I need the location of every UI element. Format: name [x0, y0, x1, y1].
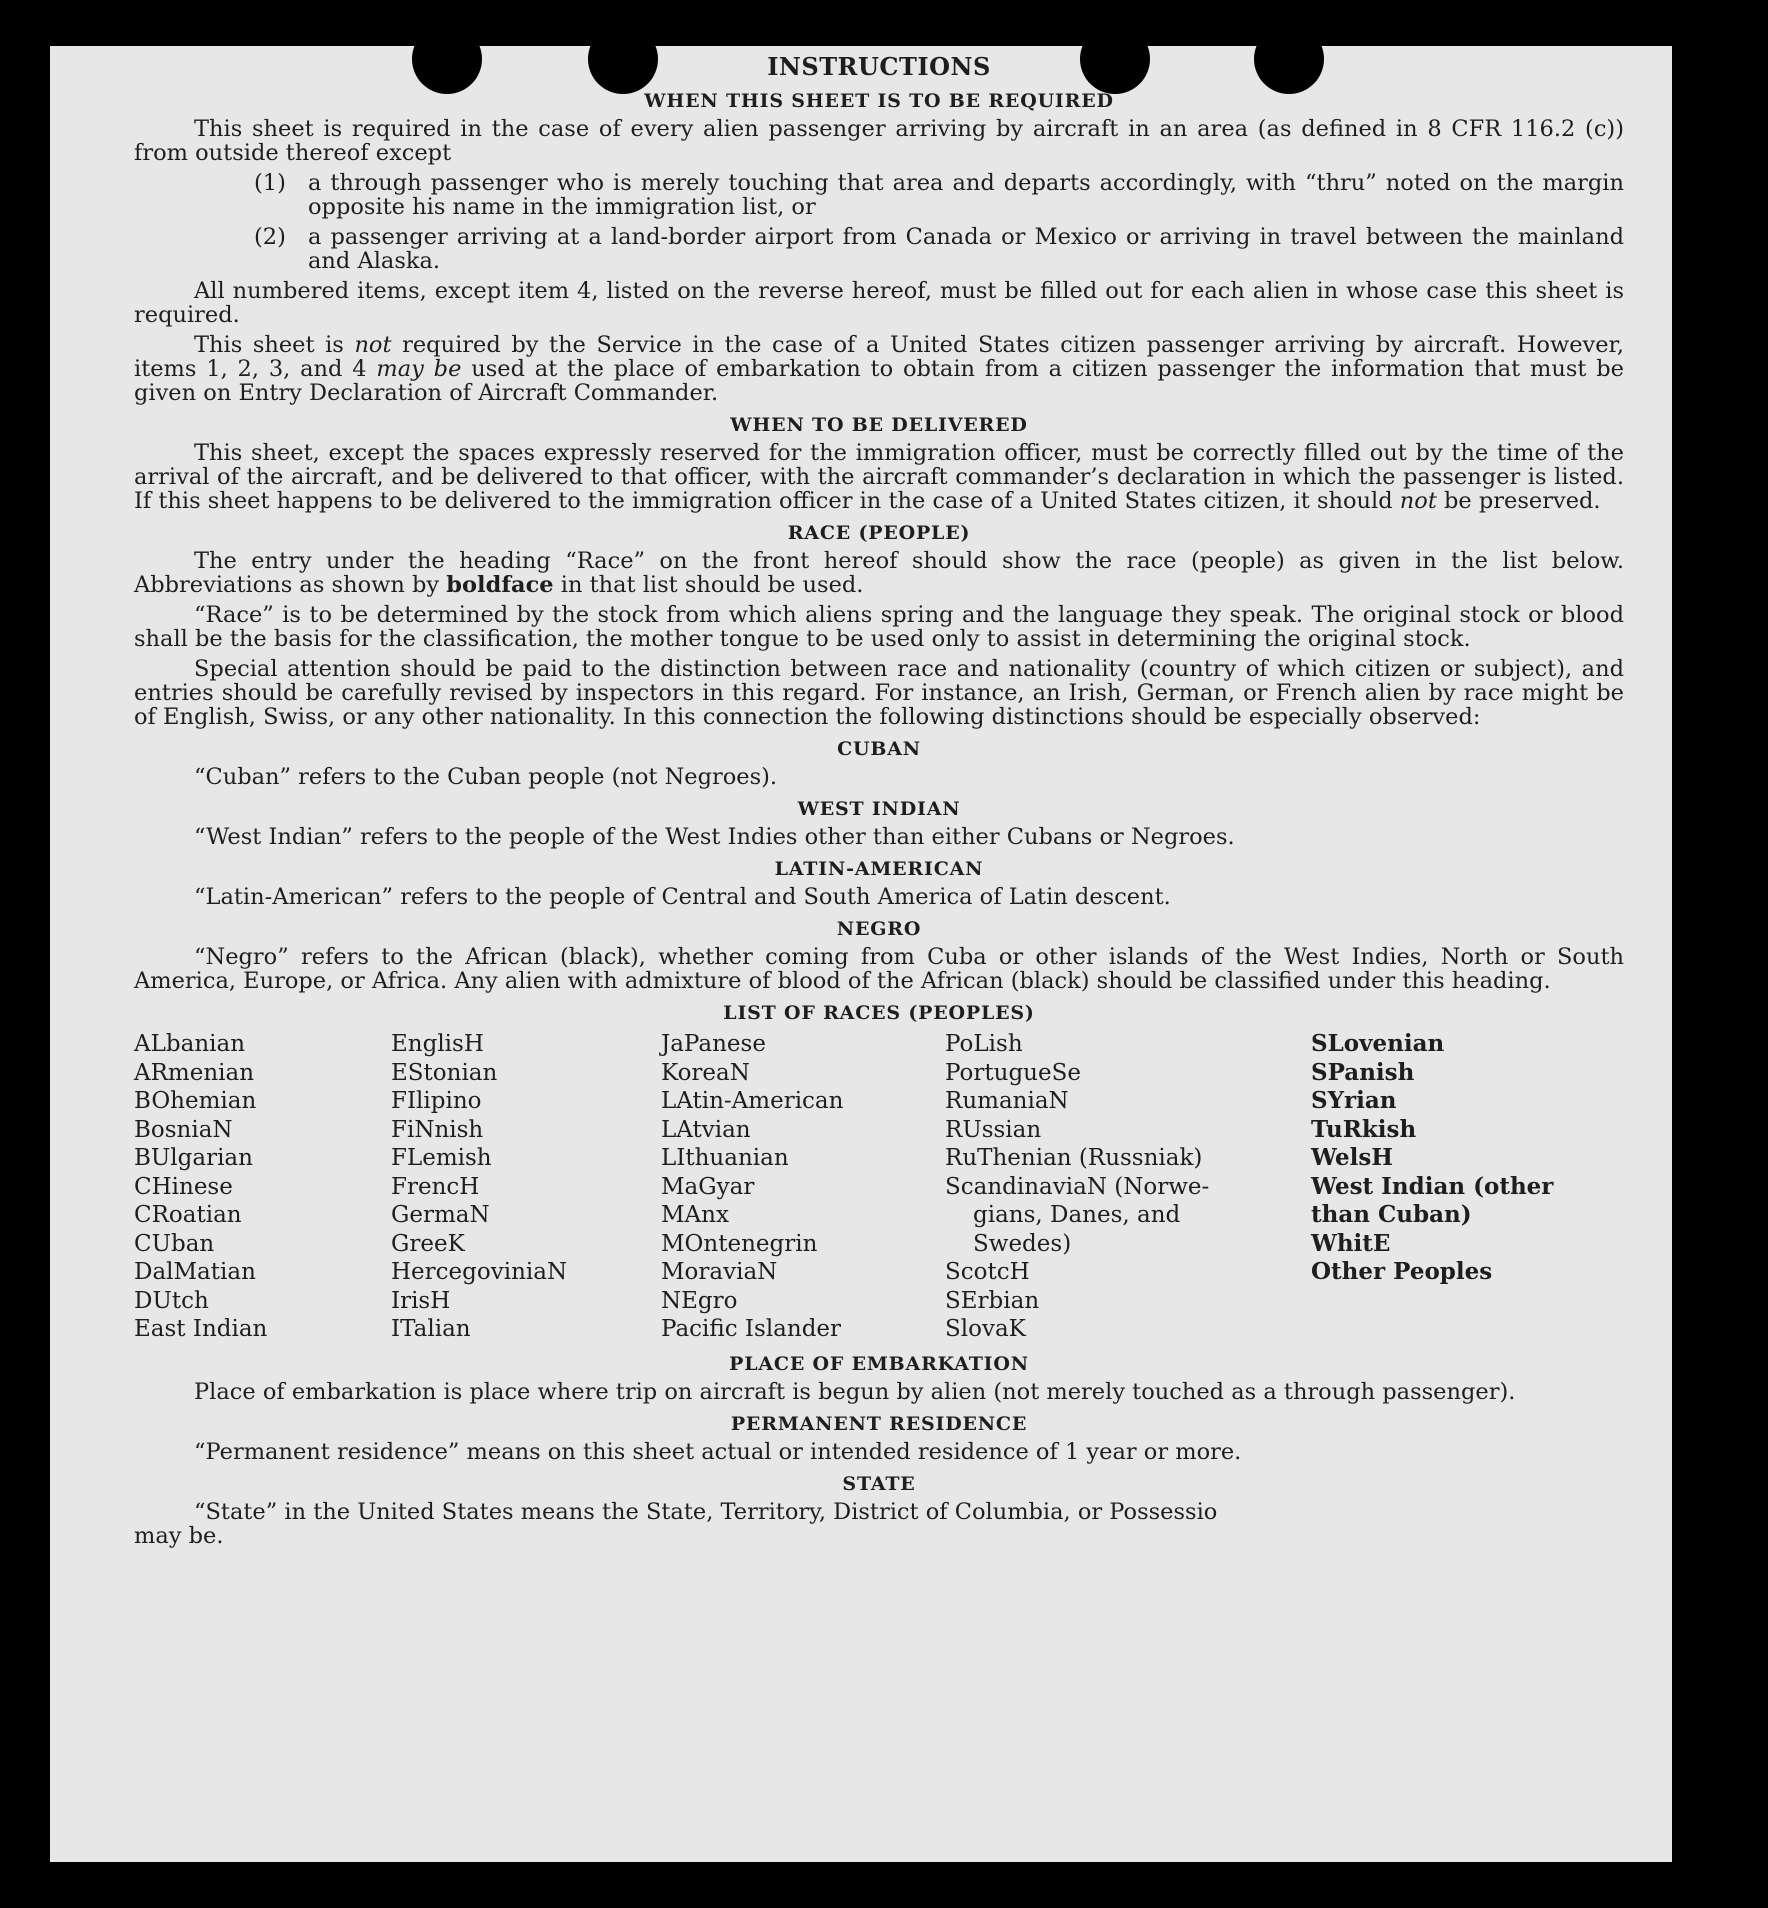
race-entry: DUtch	[134, 1287, 209, 1314]
race-entry: MOntenegrin	[661, 1230, 818, 1257]
heading-place-of-embarkation: PLACE OF EMBARKATION	[729, 1352, 1029, 1375]
race-entry: CRoatian	[134, 1202, 242, 1228]
races-column	[134, 1030, 391, 1344]
race-entry: BUlgarian	[134, 1145, 253, 1171]
paragraph: “West Indian” refers to the people of the West Indies other than either Cubans or Negroes.	[194, 824, 1235, 850]
race-entry: ITalian	[391, 1316, 471, 1342]
heading-negro: NEGRO	[836, 918, 922, 940]
race-entry: CHinese	[134, 1173, 233, 1200]
paragraph: may be.	[134, 1522, 224, 1549]
race-entry: EStonian	[391, 1059, 498, 1086]
document-sheet	[50, 46, 1672, 1862]
paragraph: “Latin-American” refers to the people of Central and South America of Latin descent.	[194, 884, 1171, 910]
paragraph: “Cuban” refers to the Cuban people (not Negroes).	[194, 764, 778, 790]
race-entry: NEgro	[661, 1287, 738, 1314]
race-entry: ScotcH	[945, 1259, 1030, 1285]
paragraph: “Race” is to be determined by the stock from which aliens spring and the language they speak. The original stock or blood shall be the basis for the classification, the mother tongue to be used only to assist in determining the original stock.	[134, 602, 1624, 652]
race-entry: ALbanian	[134, 1031, 246, 1057]
race-entry: SlovaK	[945, 1316, 1026, 1342]
race-entry: HercegoviniaN	[391, 1259, 568, 1285]
race-entry: SPanish	[1311, 1058, 1415, 1086]
race-entry: Pacific Islander	[661, 1316, 842, 1342]
paragraph: “Negro” refers to the African (black), whether coming from Cuba or other islands of the West Indies, North or South America, Europe, or Africa. Any alien with admixture of blood of the African (black) should be classified under this heading.	[134, 944, 1624, 994]
race-entry: Other Peoples	[1311, 1258, 1493, 1285]
race-entry: SLovenian	[1311, 1030, 1445, 1057]
item-number: (2)	[254, 224, 286, 250]
race-entry: WelsH	[1311, 1144, 1394, 1171]
heading-when-delivered: WHEN TO BE DELIVERED	[730, 414, 1028, 436]
race-entry: EnglisH	[391, 1031, 484, 1057]
races-list	[134, 1030, 1624, 1344]
list-item	[254, 225, 1624, 273]
race-entry: GreeK	[391, 1230, 465, 1257]
race-entry: PortugueSe	[945, 1059, 1081, 1086]
race-entry: MoraviaN	[661, 1259, 778, 1285]
paragraph: “State” in the United States means the State, Territory, District of Columbia, or Possessio	[194, 1498, 1218, 1525]
race-entry: BOhemian	[134, 1088, 257, 1114]
race-entry: Swedes)	[973, 1230, 1072, 1257]
races-column	[661, 1030, 945, 1344]
race-entry: ARmenian	[134, 1059, 255, 1086]
race-entry: GermaN	[391, 1202, 490, 1228]
race-entry: JaPanese	[661, 1031, 766, 1057]
race-entry: WhitE	[1311, 1229, 1391, 1257]
paragraph: This sheet, except the spaces expressly reserved for the immigration officer, must be correctly filled out by the time of the arrival of the aircraft, and be delivered to that officer, with the aircraft commander’s declaration in which the passenger is listed. If this sheet happens to be delivered to the immigration officer in the case of a United States citizen, it should not be preserved.	[134, 440, 1624, 514]
heading-permanent-residence: PERMANENT RESIDENCE	[730, 1412, 1028, 1435]
page-title: INSTRUCTIONS	[767, 52, 991, 81]
paragraph: The entry under the heading “Race” on the front hereof should show the race (people) as given in the list below. Abbreviations as shown by boldface in that list should be used.	[134, 548, 1624, 598]
races-column	[945, 1030, 1311, 1344]
item-text: a passenger arriving at a land-border airport from Canada or Mexico or arriving in travel between the mainland and Alaska.	[308, 224, 1624, 274]
heading-race: RACE (PEOPLE)	[787, 522, 971, 544]
race-entry: FiNnish	[391, 1116, 484, 1143]
paragraph: This sheet is not required by the Service in the case of a United States citizen passenger arriving by aircraft. However, items 1, 2, 3, and 4 may be used at the place of embarkation to obtain from a citizen passenger the information that must be given on Entry Declaration of Aircraft Commander.	[134, 332, 1624, 406]
race-entry: IrisH	[391, 1287, 451, 1314]
race-entry: FLemish	[391, 1145, 492, 1171]
race-entry: LIthuanian	[661, 1145, 789, 1171]
race-entry: CUban	[134, 1230, 215, 1257]
heading-west-indian: WEST INDIAN	[797, 798, 961, 820]
race-entry: SYrian	[1311, 1087, 1397, 1114]
race-entry: SErbian	[945, 1287, 1040, 1314]
race-entry: RUssian	[945, 1116, 1042, 1143]
race-entry: gians, Danes, and	[973, 1202, 1181, 1228]
race-entry: West Indian (other	[1311, 1172, 1554, 1200]
race-entry: FIlipino	[391, 1088, 482, 1114]
paragraph: This sheet is required in the case of every alien passenger arriving by aircraft in an area (as defined in 8 CFR 116.2 (c)) from outside thereof except	[134, 116, 1624, 166]
item-text: a through passenger who is merely touching that area and departs accordingly, with “thru” noted on the margin opposite his name in the immigration list, or	[308, 170, 1624, 220]
race-entry: RumaniaN	[945, 1088, 1069, 1114]
heading-cuban: CUBAN	[837, 738, 921, 760]
race-entry: ScandinaviaN (Norwe-	[945, 1173, 1210, 1200]
race-entry: TuRkish	[1311, 1115, 1417, 1143]
paragraph: All numbered items, except item 4, listed on the reverse hereof, must be filled out for each alien in whose case this sheet is required.	[134, 278, 1624, 328]
paragraph: Place of embarkation is place where trip on aircraft is begun by alien (not merely touched as a through passenger).	[194, 1378, 1516, 1405]
race-entry: MaGyar	[661, 1173, 755, 1200]
race-entry: LAtin-American	[661, 1088, 844, 1114]
heading-state: STATE	[842, 1472, 916, 1495]
races-column	[391, 1030, 661, 1344]
item-number: (1)	[254, 170, 286, 196]
races-column	[1311, 1030, 1601, 1344]
race-entry: BosniaN	[134, 1116, 233, 1143]
race-entry: East Indian	[134, 1316, 268, 1342]
race-entry: MAnx	[661, 1202, 729, 1228]
heading-when-required: WHEN THIS SHEET IS TO BE REQUIRED	[644, 90, 1114, 112]
race-entry: KoreaN	[661, 1059, 750, 1086]
race-entry: than Cuban)	[1311, 1201, 1472, 1228]
paragraph: “Permanent residence” means on this sheet actual or intended residence of 1 year or more.	[194, 1438, 1242, 1465]
heading-latin-american: LATIN-AMERICAN	[774, 858, 984, 880]
race-entry: PoLish	[945, 1031, 1023, 1057]
race-entry: LAtvian	[661, 1116, 751, 1143]
list-item	[254, 171, 1624, 219]
race-entry: RuThenian (Russniak)	[945, 1145, 1203, 1171]
heading-list-of-races: LIST OF RACES (PEOPLES)	[723, 1002, 1035, 1024]
race-entry: FrencH	[391, 1173, 480, 1200]
race-entry: DalMatian	[134, 1259, 256, 1285]
paragraph: Special attention should be paid to the distinction between race and nationality (country of which citizen or subject), and entries should be carefully revised by inspectors in this regard. For instance, an Irish, German, or French alien by race might be of English, Swiss, or any other nationality. In this connection the following distinctions should be especially observed:	[134, 656, 1624, 730]
document-body	[134, 46, 1624, 1554]
